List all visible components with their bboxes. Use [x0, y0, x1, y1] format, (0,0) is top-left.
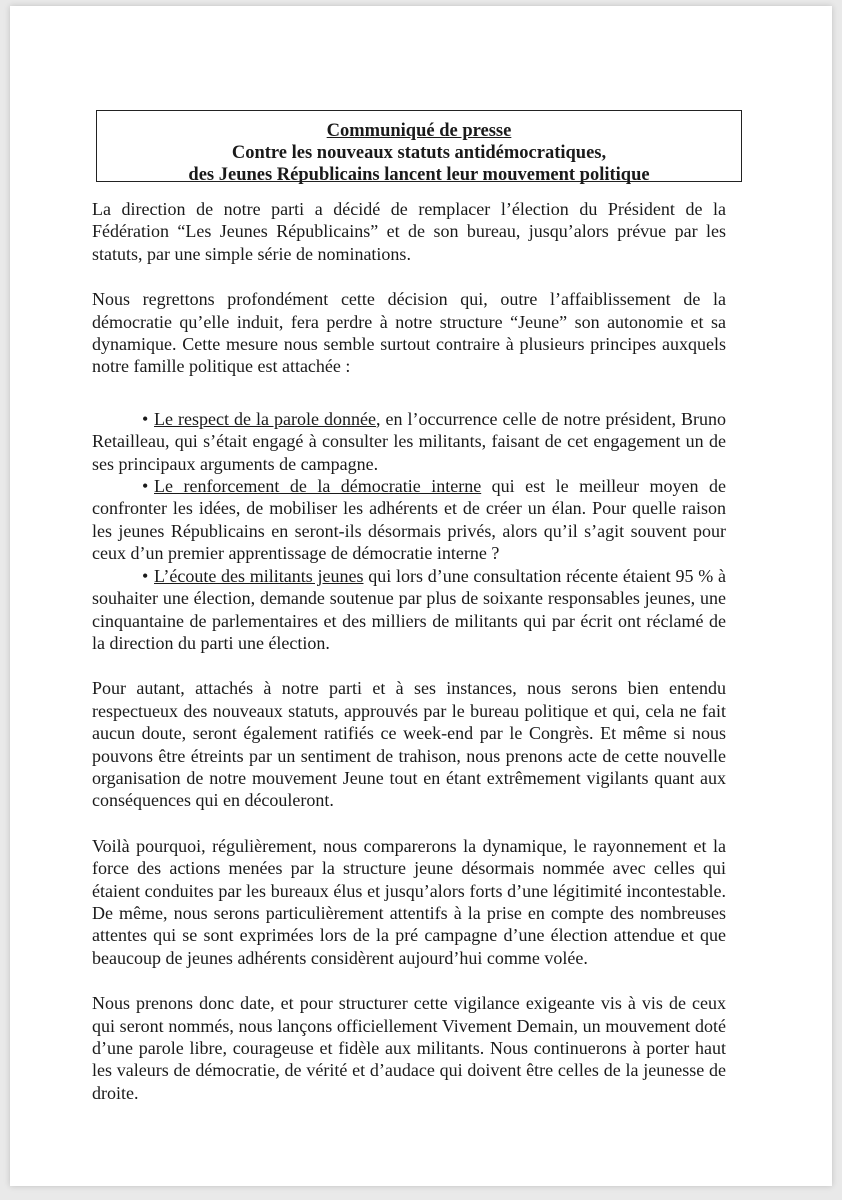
list-item-lead: Le renforcement de la démocratie interne	[154, 476, 482, 497]
header-kicker: Communiqué de presse	[326, 121, 512, 141]
header-title-line-2: des Jeunes Républicains lancent leur mouvement politique	[188, 165, 650, 185]
list-item-text: qui est le meilleur moyen de confronter les idées, de mobiliser les adhérents et de créer un élan. Pour quelle raison les jeunes Républicains en seront-ils désormais privés, alors qu’il s’agit souvent pour ceux d’un premier apprentissage de démocratie interne ?	[92, 476, 726, 564]
list-item-text: , en l’occurrence celle de notre président, Bruno Retailleau, qui s’était engagé à consulter les militants, faisant de cet engagement un de ses principaux arguments de campagne.	[92, 408, 726, 474]
bullet-marker: •	[142, 565, 149, 586]
list-item	[92, 408, 726, 475]
document-body	[92, 198, 726, 1127]
press-release-header	[96, 110, 742, 185]
paragraph-2: Nous regrettons profondément cette décision qui, outre l’affaiblissement de la démocratie qu’elle induit, fera perdre à notre structure “Jeune” son autonomie et sa dynamique. Cette mesure nous semble surtout contraire à plusieurs principes auxquels notre famille politique est attachée :	[92, 289, 726, 377]
paragraph-1: La direction de notre parti a décidé de remplacer l’élection du Président de la Fédération “Les Jeunes Républicains” et de son bureau, jusqu’alors prévue par les statuts, par une simple série de nominations.	[92, 199, 726, 264]
list-item-lead: Le respect de la parole donnée	[154, 408, 376, 429]
bullet-marker: •	[142, 408, 149, 429]
list-item-text: qui lors d’une consultation récente étaient 95 % à souhaiter une élection, demande soutenue par plus de soixante responsables jeunes, une cinquantaine de parlementaires et des milliers de militants qui par écrit ont réclamé de la direction du parti une élection.	[92, 565, 726, 653]
list-item	[92, 565, 726, 655]
list-item	[92, 475, 726, 565]
principles-list	[92, 401, 726, 654]
header-title-line-1: Contre les nouveaux statuts antidémocratiques,	[231, 143, 607, 163]
paragraph-3: Pour autant, attachés à notre parti et à ses instances, nous serons bien entendu respectueux des nouveaux statuts, approuvés par le bureau politique et qui, cela ne fait aucun doute, seront également ratifiés ce week-end par le Congrès. Et même si nous pouvons être étreints par un sentiment de trahison, nous prenons acte de cette nouvelle organisation de notre mouvement Jeune tout en étant extrêmement vigilants quant aux conséquences qui en découleront.	[92, 678, 726, 811]
list-item-lead: L’écoute des militants jeunes	[154, 565, 364, 586]
paragraph-5: Nous prenons donc date, et pour structurer cette vigilance exigeante vis à vis de ceux qui seront nommés, nous lançons officiellement Vivement Demain, un mouvement doté d’une parole libre, courageuse et fidèle aux militants. Nous continuerons à porter haut les valeurs de démocratie, de vérité et d’audace qui doivent être celles de la jeunesse de droite.	[92, 993, 726, 1103]
paragraph-4: Voilà pourquoi, régulièrement, nous comparerons la dynamique, le rayonnement et la force des actions menées par la structure jeune désormais nommée avec celles qui étaient conduites par les bureaux élus et jusqu’alors forts d’une légitimité incontestable. De même, nous serons particulièrement attentifs à la prise en compte des nombreuses attentes qui se sont exprimées lors de la pré campagne d’une élection attendue et que beaucoup de jeunes adhérents considèrent aujourd’hui comme volée.	[92, 835, 726, 968]
bullet-marker: •	[142, 476, 149, 497]
